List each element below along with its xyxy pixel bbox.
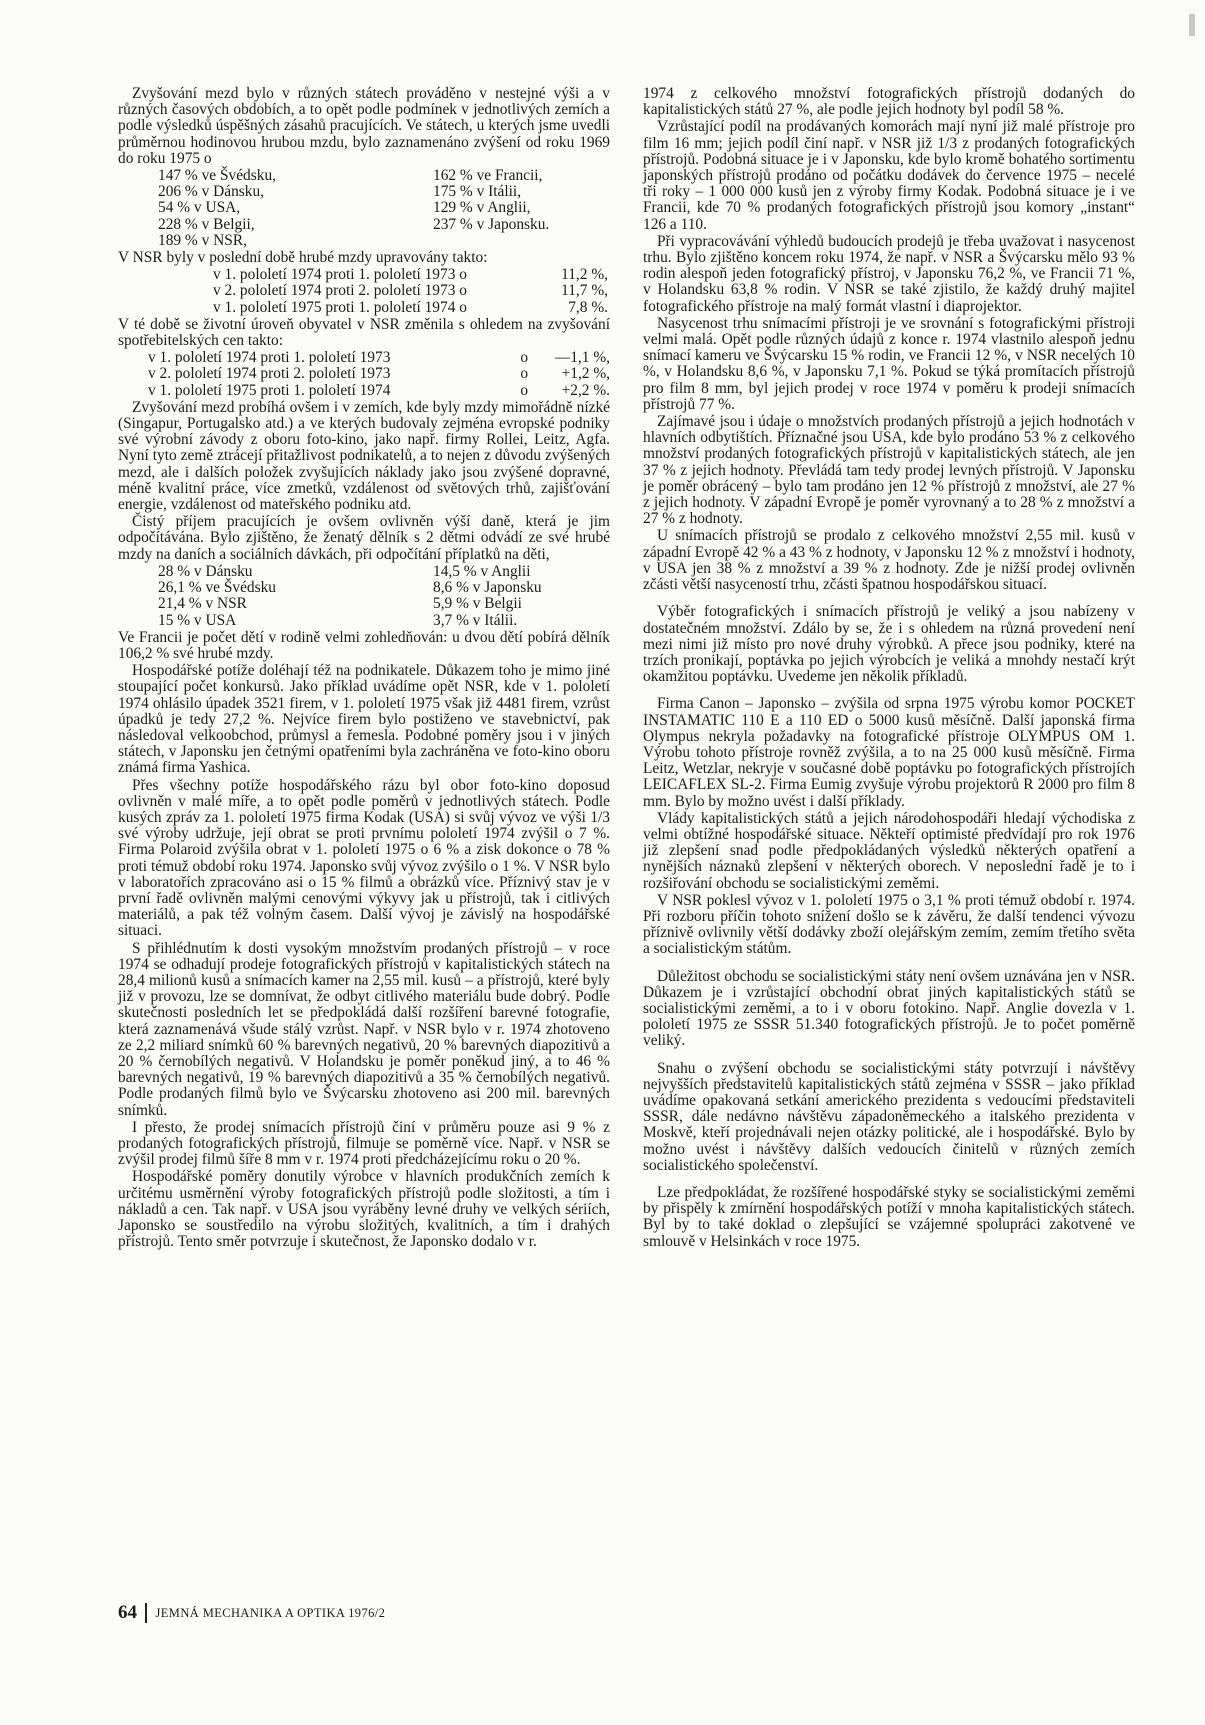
table-cell: 8,6 % v Japonsku — [433, 579, 542, 597]
paragraph: Hospodářské potíže doléhají též na podnikatele. Důkazem toho je mimo jiné stoupající počet konkursů. Jako příklad uvádíme opět NSR, kde v 1. pololetí 1974 ohlásilo úpadek 3521 firem, v 1. pololetí 1975 však již 4481 firem, vzrůst úpadků je tedy 27,2 %. Nejvíce firem bylo postiženo ve stavebnictví, pak následoval velkoobchod, průmysl a řemesla. Podobné poměry jsou i v jiných státech, v Japonsku jen četnými opatřeními byla zachráněna ve foto-kino oboru známá firma Yashica. — [118, 662, 610, 777]
paragraph: U snímacích přístrojů se prodalo z celkového množství 2,55 mil. kusů v západní Evropě 42 % a 43 % z hodnoty, v Japonsku 12 % z množství i hodnoty, v USA jen 38 % z množství a 39 % z hodnoty. Zde je nižší prodej ovlivněn zčásti větší nasyceností trhu, zčásti špatnou hospodářskou situací. — [643, 527, 1135, 594]
paragraph: Výběr fotografických i snímacích přístrojů je veliký a jsou nabízeny v dostatečném množství. Zdálo by se, že i s ohledem na různá provedení není mezi nimi již místo pro nové druhy výrobků. A přece jsou podniky, které na trzích pronikají, poptávka po jejich výrobcích je veliká a mnohdy nestačí krýt okamžitou poptávku. Uvedeme jen několik příkladů. — [643, 603, 1135, 686]
table-row — [158, 217, 549, 233]
table-row — [158, 200, 549, 216]
page-number: 64 — [118, 1602, 137, 1623]
living-standard-table — [118, 350, 610, 399]
paragraph: Přes všechny potíže hospodářského rázu byl obor foto-kino doposud ovlivněn v malé míře, a to opět podle poměrů v jednotlivých státech. Podle kusých zpráv za 1. pololetí 1975 firma Kodak (USA) si svůj vývoz ve výši 1/3 své výroby udržuje, její obrat se proti prvnímu pololetí 1974 zvýšil o 7 %. Firma Polaroid zvýšila obrat v 1. pololetí 1975 o 6 % a zisk dokonce o 78 % proti témuž období roku 1974. Japonsko svůj vývoz zvýšilo o 1 %. V NSR bylo v laboratořích zpracováno asi o 15 % filmů a obrázků více. Příznivý stav je v první řadě ovlivněn malými cenovými výkyvy jak u přístrojů, tak i citlivých materiálů, a pak též volným časem. Další vývoj je závislý na hospodářské situaci. — [118, 776, 610, 940]
table-row — [158, 233, 549, 249]
paragraph: Vzrůstající podíl na prodávaných komorách mají nyní již malé přístroje pro film 16 mm; jejich podíl činí např. v NSR již 1/3 z prodaných fotografických přístrojů. Podobná situace je i v Japonsku, kde bylo kromě bohatého sortimentu japonských přístrojů prodáno od počátku dodávek do července 1975 – necelé tři roky – 1 000 000 kusů jen z výroby firmy Kodak. Podobná situace je i ve Francii, kde 70 % prodaných fotografických přístrojů jsou komory „instant“ 126 a 110. — [643, 118, 1135, 233]
table-row — [118, 267, 608, 283]
table-cell: 54 % v USA, — [158, 199, 241, 217]
paragraph: Při vypracovávání výhledů budoucích prodejů je třeba uvažovat i nasycenost trhu. Bylo zjištěno koncem roku 1974, že např. v NSR a Švýcarsku mělo 93 % rodin alespoň jeden fotografický přístroj, v Japonsku 76,2 %, ve Francii 71 %, v Holandsku 63,8 % rodin. V NSR se také zjistilo, že každý druhý majitel fotografického přístroje na malý formát vlastní i diaprojektor. — [643, 232, 1135, 315]
table-row — [158, 580, 542, 596]
table-cell: 237 % v Japonsku. — [433, 215, 550, 233]
paragraph: 1974 z celkového množství fotografických přístrojů dodaných do kapitalistických států 27 %, ale podle jejich hodnoty byl podíl 58 %. — [643, 85, 1135, 119]
paragraph: S přihlédnutím k dosti vysokým množstvím prodaných přístrojů – v roce 1974 se odhadují prodeje fotografických přístrojů v kapitalistických státech na 28,4 milionů kusů a snímacích kamer na 2,55 mil. kusů – a přístrojů, které byly již v provozu, lze se domnívat, že odbyt citlivého materiálu bude dobrý. Podle skutečnosti posledních let se předpokládá další rozšíření barevné fotografie, která zaznamenává všude stálý vzrůst. Např. v NSR bylo v r. 1974 zhotoveno ze 2,2 miliard snímků 60 % barevných negativů, 20 % barevných diapozitivů a 20 % černobílých negativů. V Holandsku je poměr poněkud jiný, a to 46 % barevných negativů, 19 % barevných diapozitivů a 35 % černobílých negativů. Podle prodaných filmů bylo ve Švýcarsku zhotoveno asi 200 mil. barevných snímků. — [118, 939, 610, 1119]
right-column — [643, 86, 1135, 1251]
paragraph: Snahu o zvýšení obchodu se socialistickými státy potvrzují i návštěvy nejvyšších představitelů kapitalistických států zejména v SSSR – jako příklad uvádíme opakovaná setkání amerického prezidenta s vedoucími představiteli SSSR, dále nedávno návštěvu západoněmeckého a italského prezidenta v Moskvě, kteří projednávali nejen otázky politické, ale i hospodářské. Bylo by možno uvést i návštěvy dalších vedoucích činitelů v různých zemích socialistického společenství. — [643, 1059, 1135, 1174]
table-cell: 147 % ve Švédsku, — [158, 167, 276, 185]
tax-table — [158, 564, 542, 629]
paragraph: Lze předpokládat, že rozšířené hospodářské styky se socialistickými zeměmi by přispěly k zmírnění hospodářských potíží v mnoha kapitalistických státech. Byl by to také doklad o zlepšující se vzájemné spolupráci zakotvené ve smlouvě v Helsinkách v roce 1975. — [643, 1184, 1135, 1250]
table-cell: v 2. pololetí 1974 proti 2. pololetí 1973 o — [213, 282, 467, 300]
table-cell: o — [520, 349, 529, 367]
nsr-wage-table — [118, 267, 608, 316]
table-cell — [433, 233, 549, 249]
table-cell: 3,7 % v Itálii. — [433, 611, 518, 629]
table-row — [118, 283, 608, 299]
table-row — [158, 613, 542, 629]
table-cell: 129 % v Anglii, — [433, 199, 531, 217]
table-row — [158, 564, 542, 580]
table-cell: +1,2 %, — [561, 365, 610, 383]
paragraph: V té době se životní úroveň obyvatel v NSR změnila s ohledem na zvyšování spotřebitelských cen takto: — [118, 315, 610, 350]
paragraph: V NSR poklesl vývoz v 1. pololetí 1975 o 3,1 % proti témuž období r. 1974. Při rozboru příčin tohoto snížení došlo se k závěru, že další tendenci vývozu příznivě ovlivnily větší dodávky zboží olejářským zemím, zemím třetího světa a socialistickým státům. — [643, 891, 1135, 958]
table-cell: 5,9 % v Belgii — [433, 595, 522, 613]
table-cell: o — [520, 365, 529, 383]
table-cell: 228 % v Belgii, — [158, 215, 255, 233]
wage-increase-table — [158, 168, 549, 249]
table-cell: 11,7 %, — [561, 282, 608, 300]
left-column — [118, 86, 610, 1251]
paragraph: Zvyšování mezd probíhá ovšem i v zemích, kde byly mzdy mimořádně nízké (Singapur, Portugalsko atd.) a ve kterých budovaly zejména evropské podniky své výrobní závody z oboru foto-kino, jako např. firmy Rollei, Leitz, Agfa. Nyní tyto země ztrácejí přitažlivost podnikatelů, a to nejen z důvodu zvýšených mezd, ale i dalších položek zvyšujících náklady jako jsou zvýšené dopravné, méně kvalitní práce, více zmetků, vzdálenost od světových trhů, zajišťování energie, vzdálenost od mateřského podniku atd. — [118, 398, 610, 514]
table-cell: 15 % v USA — [158, 611, 237, 629]
paragraph: Zvyšování mezd bylo v různých státech prováděno v nestejné výši a v různých časových obdobích, a to opět podle podmínek v jednotlivých zemích a podle výsledků úspěšných zásahů pracujících. Ve státech, u kterých jsme uvedli průměrnou hodinovou hrubou mzdu, bylo zaznamenáno zvýšení od roku 1969 do roku 1975 o — [118, 85, 610, 167]
paragraph: V NSR byly v poslední době hrubé mzdy upravovány takto: — [118, 249, 488, 267]
table-cell: 162 % ve Francii, — [433, 167, 543, 185]
paragraph: I přesto, že prodej snímacích přístrojů činí v průměru pouze asi 9 % z prodaných fotografických přístrojů, filmuje se poměrně více. Např. v NSR se zvýšil prodej filmů šíře 8 mm v r. 1974 proti předcházejícímu roku o 20 %. — [118, 1118, 610, 1169]
table-cell: o — [520, 381, 529, 399]
table-cell: 28 % v Dánsku — [158, 562, 253, 580]
table-cell: 11,2 %, — [561, 266, 608, 284]
paragraph: Nasycenost trhu snímacími přístroji je ve srovnání s fotografickými přístroji velmi malá. Opět podle různých údajů z konce r. 1974 vlastnilo alespoň jednu snímací kameru ve Švýcarsku 15 % rodin, ve Francii 12 %, v NSR necelých 10 %, v Holandsku 8,6 %, v Japonsku 7,1 %. Pokud se týká promítacích přístrojů pro film 8 mm, byl jejich prodej v roce 1974 v poměru k prodeji snímacích přístrojů 77 %. — [643, 314, 1135, 413]
paragraph: Vlády kapitalistických států a jejich národohospodáři hledají východiska z velmi obtížné hospodářské situace. Někteří optimisté předvídají pro rok 1976 již zlepšení snad podle předpokládaných výsledků některých opatření a nynějších náznaků zlepšení v některých oborech. V neposlední řadě je to i rozšiřování obchodu se socialistickými zeměmi. — [643, 809, 1135, 892]
table-row — [158, 596, 542, 612]
paragraph: Hospodářské poměry donutily výrobce v hlavních produkčních zemích k určitému usměrnění výroby fotografických přístrojů podle složitosti, a tím i nákladů a cen. Tak např. v USA jsou vyráběny levné druhy ve velkých sériích, Japonsko se soustředilo na výrobu složitých, kvalitních, a tím i drahých přístrojů. Tento směr potvrzuje i skutečnost, že Japonsko dodalo v r. — [118, 1168, 610, 1251]
table-cell: +2,2 %. — [561, 381, 610, 399]
table-cell: 7,8 %. — [568, 298, 608, 316]
paragraph: Důležitost obchodu se socialistickými státy není ovšem uznávána jen v NSR. Důkazem je i vzrůstající obchodní obrat jiných kapitalistických států se socialistickými zeměmi, a to i v oboru fotokino. Např. Anglie dovezla v 1. pololetí 1975 ze SSSR 51.340 fotografických přístrojů. Je to počet poměrně veliký. — [643, 967, 1135, 1050]
table-cell: v 1. pololetí 1975 proti 1. pololetí 1974 — [148, 381, 391, 399]
journal-title: JEMNÁ MECHANIKA A OPTIKA 1976/2 — [155, 1605, 386, 1620]
table-cell: v 1. pololetí 1974 proti 1. pololetí 1973 o — [213, 266, 467, 284]
table-cell: 26,1 % ve Švédsku — [158, 579, 276, 597]
table-cell: 175 % v Itálii, — [433, 183, 522, 201]
table-cell: 189 % v NSR, — [158, 231, 247, 249]
paragraph: Zajímavé jsou i údaje o množstvích prodaných přístrojů a jejich hodnotách v hlavních odbytištích. Příznačné jsou USA, kde bylo prodáno 53 % z celkového množství prodaných fotografických přístrojů v kapitalistických státech, ale jen 37 % z jejich hodnoty. Převládá tam tedy prodej levných přístrojů. V Japonsku je poměr obrácený – bylo tam prodáno jen 12 % přístrojů z množství, ale 27 % z jejich hodnoty. V západní Evropě je poměr vyrovnaný a to 28 % z množství a 27 % z hodnoty. — [643, 413, 1135, 528]
table-cell: v 2. pololetí 1974 proti 2. pololetí 1973 — [148, 365, 391, 383]
table-row — [118, 366, 610, 382]
table-cell: 14,5 % v Anglii — [433, 562, 531, 580]
scan-edge-mark — [1189, 14, 1195, 36]
table-cell: —1,1 %, — [554, 349, 610, 367]
footer-divider — [145, 1603, 147, 1623]
page-footer — [118, 1602, 385, 1624]
table-row — [158, 184, 549, 200]
table-cell: v 1. pololetí 1974 proti 1. pololetí 1973 — [148, 349, 391, 367]
paragraph: Čistý příjem pracujících je ovšem ovlivněn výší daně, která je jim odpočítávána. Bylo zjištěno, že ženatý dělník s 2 dětmi odvádí ze své hrubé mzdy na daních a sociálních dávkách, při odpočítání příplatků na děti, — [118, 513, 610, 563]
table-cell: 21,4 % v NSR — [158, 595, 247, 613]
table-row — [118, 383, 610, 399]
table-cell: v 1. pololetí 1975 proti 1. pololetí 1974 o — [213, 298, 467, 316]
table-row — [118, 300, 608, 316]
table-cell: 206 % v Dánsku, — [158, 183, 265, 201]
table-row — [118, 350, 610, 366]
paragraph: Ve Francii je počet dětí v rodině velmi zohledňován: u dvou dětí pobírá dělník 106,2 % své hrubé mzdy. — [118, 628, 610, 662]
paragraph: Firma Canon – Japonsko – zvýšila od srpna 1975 výrobu komor POCKET INSTAMATIC 110 E a 110 ED o 5000 kusů měsíčně. Další japonská firma Olympus nekryla požadavky na fotografické přístroje OLYMPUS OM 1. Výrobu tohoto přístroje rovněž zvýšila, a to na 25 000 kusů měsíčně. Firma Leitz, Wetzlar, nekryje v současné době poptávku po fotografických přístrojích LEICAFLEX SL-2. Firma Eumig zvyšuje výrobu projektorů R 2000 pro film 8 mm. Bylo by možno uvést i další příklady. — [643, 695, 1135, 810]
table-row — [158, 168, 549, 184]
